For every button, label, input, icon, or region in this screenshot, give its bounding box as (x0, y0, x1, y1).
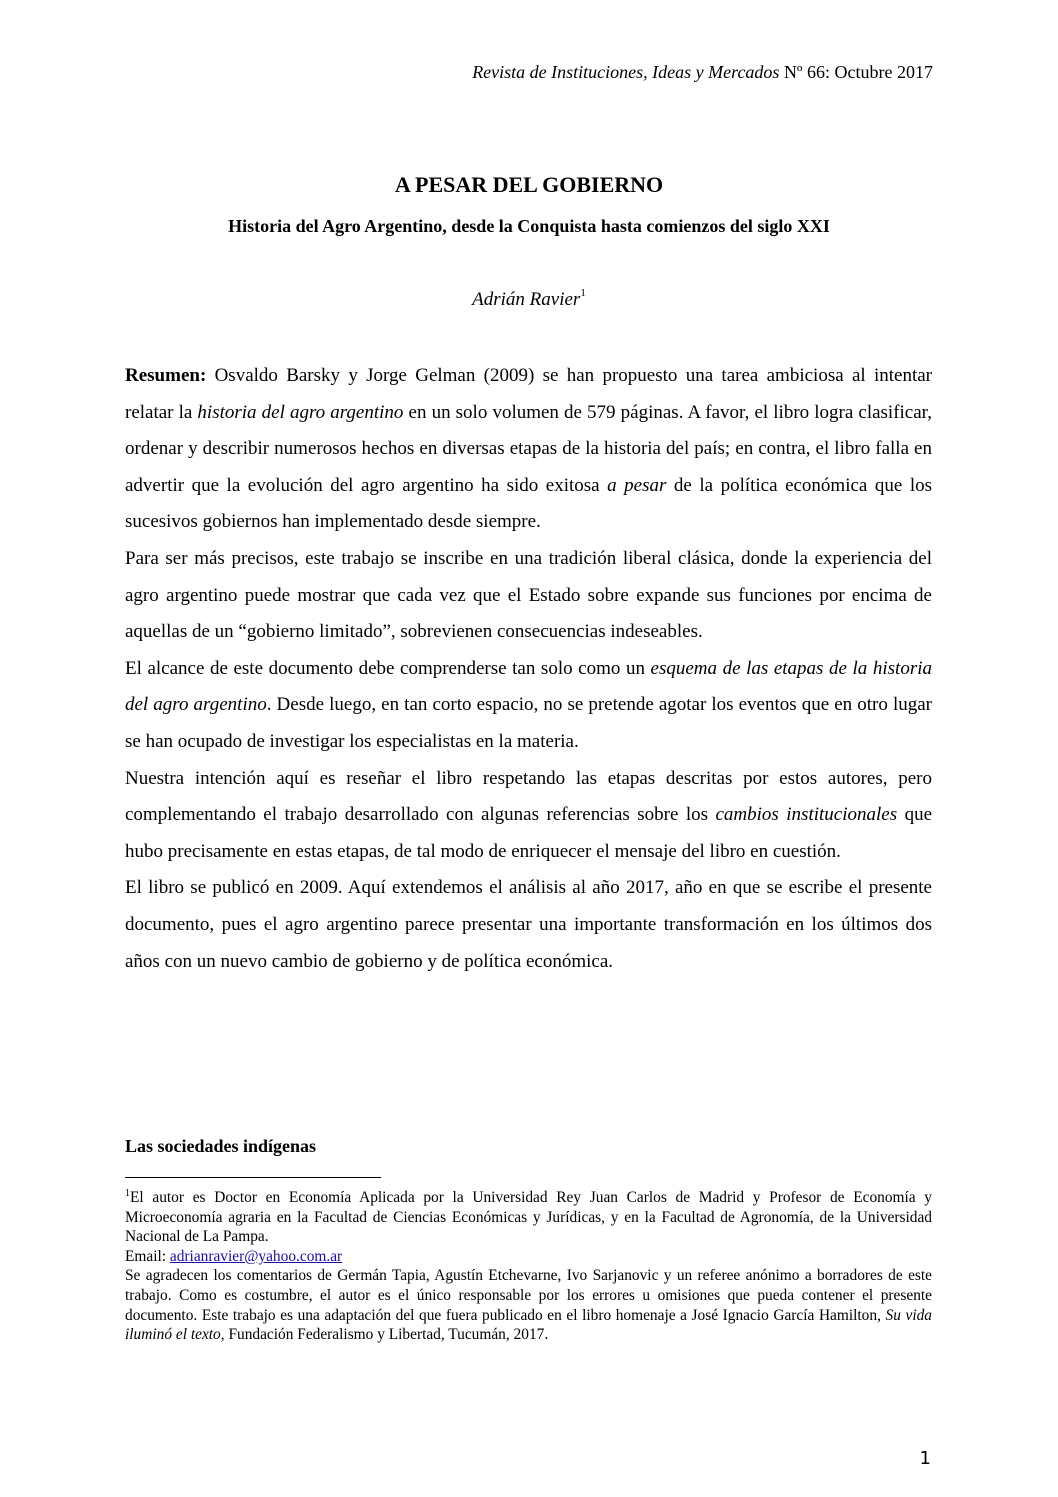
abstract-emphasis: historia del agro argentino (197, 401, 404, 423)
abstract-paragraph-1 (125, 358, 932, 541)
footnote-block (125, 1184, 932, 1345)
abstract-paragraph-4 (125, 761, 932, 871)
footnote-email (125, 1247, 932, 1267)
abstract-text: . Desde luego, en tan corto espacio, no se pretende agotar los eventos que en otro lugar se han ocupado de investigar los especialistas en la materia. (125, 694, 932, 752)
footnote-text: Se agradecen los comentarios de Germán Tapia, Agustín Etchevarne, Ivo Sarjanovic y un referee anónimo a borradores de este trabajo. Como es costumbre, el autor es el único responsable por los errores u omisiones que pueda contener el presente documento. Este trabajo es una adaptación del que fuera publicado en el libro homenaje a José Ignacio García Hamilton, (125, 1267, 932, 1324)
abstract-label: Resumen: (125, 365, 207, 386)
abstract-text: que hubo precisamente en estas etapas, de tal modo de enriquecer el mensaje del libro en cuestión. (125, 804, 933, 862)
abstract-paragraph-3 (125, 651, 932, 761)
footnote-author-bio (125, 1184, 932, 1247)
footnote-mark: 1 (125, 1188, 130, 1199)
footnote-text: , Fundación Federalismo y Libertad, Tucumán, 2017. (220, 1326, 549, 1344)
abstract-emphasis: esquema de las etapas de la historia del agro argentino (125, 657, 933, 716)
abstract-emphasis: cambios institucionales (715, 804, 898, 826)
running-header (472, 62, 933, 83)
abstract-text: en un solo volumen de 579 páginas. A favor, el libro logra clasificar, ordenar y describir numerosos hechos en diversas etapas de la historia del país; en contra, el libro falla en advertir que la evolución del agro argentino ha sido exitosa (125, 401, 932, 496)
abstract-text: Osvaldo Barsky y Jorge Gelman (2009) se han propuesto una tarea ambiciosa al intentar relatar la (125, 365, 932, 423)
article-title: A PESAR DEL GOBIERNO (394, 172, 664, 197)
author-footnote-mark: 1 (580, 287, 586, 299)
page-number: 1 (919, 1448, 931, 1469)
email-link[interactable]: adrianravier@yahoo.com.ar (169, 1247, 343, 1265)
section-heading: Las sociedades indígenas (125, 1136, 317, 1156)
footnote-text: El autor es Doctor en Economía Aplicada por la Universidad Rey Juan Carlos de Madrid y Profesor de Economía y Microeconomía agraria en la Facultad de Ciencias Económicas y Jurídicas, y en la Facultad de Agronomía, de la Universidad Nacional de La Pampa. (125, 1189, 932, 1246)
abstract-paragraph-2: Para ser más precisos, este trabajo se inscribe en una tradición liberal clásica, donde la experiencia del agro argentino puede mostrar que cada vez que el Estado sobre expande sus funciones por encima de aquellas de un “gobierno limitado”, sobrevienen consecuencias indeseables. (125, 547, 932, 643)
abstract-text: El alcance de este documento debe comprenderse tan solo como un (125, 657, 651, 679)
article-subtitle: Historia del Agro Argentino, desde la Conquista hasta comienzos del siglo XXI (228, 216, 830, 236)
author-name: Adrián Ravier (472, 289, 581, 310)
abstract-text: Nuestra intención aquí es reseñar el libro respetando las etapas descritas por estos autores, pero complementando el trabajo desarrollado con algunas referencias sobre los (125, 767, 932, 826)
abstract-paragraph-5: El libro se publicó en 2009. Aquí extendemos el análisis al año 2017, año en que se escribe el presente documento, pues el agro argentino parece presentar una importante transformación en los últimos dos años con un nuevo cambio de gobierno y de política económica. (125, 877, 932, 972)
author-line (0, 287, 1058, 311)
footnote-acknowledgements (125, 1266, 932, 1344)
footnote-emphasis: Su vida iluminó el texto (125, 1306, 932, 1344)
issue-info: Nº 66: Octubre 2017 (779, 62, 933, 82)
abstract-text: de la política económica que los sucesivos gobiernos han implementado desde siempre. (125, 474, 932, 533)
email-label: Email: (125, 1247, 170, 1265)
abstract-emphasis: a pesar (607, 474, 667, 496)
journal-name: Revista de Instituciones, Ideas y Mercados (472, 62, 780, 82)
abstract-body (125, 358, 932, 980)
footnote-divider (125, 1177, 381, 1178)
